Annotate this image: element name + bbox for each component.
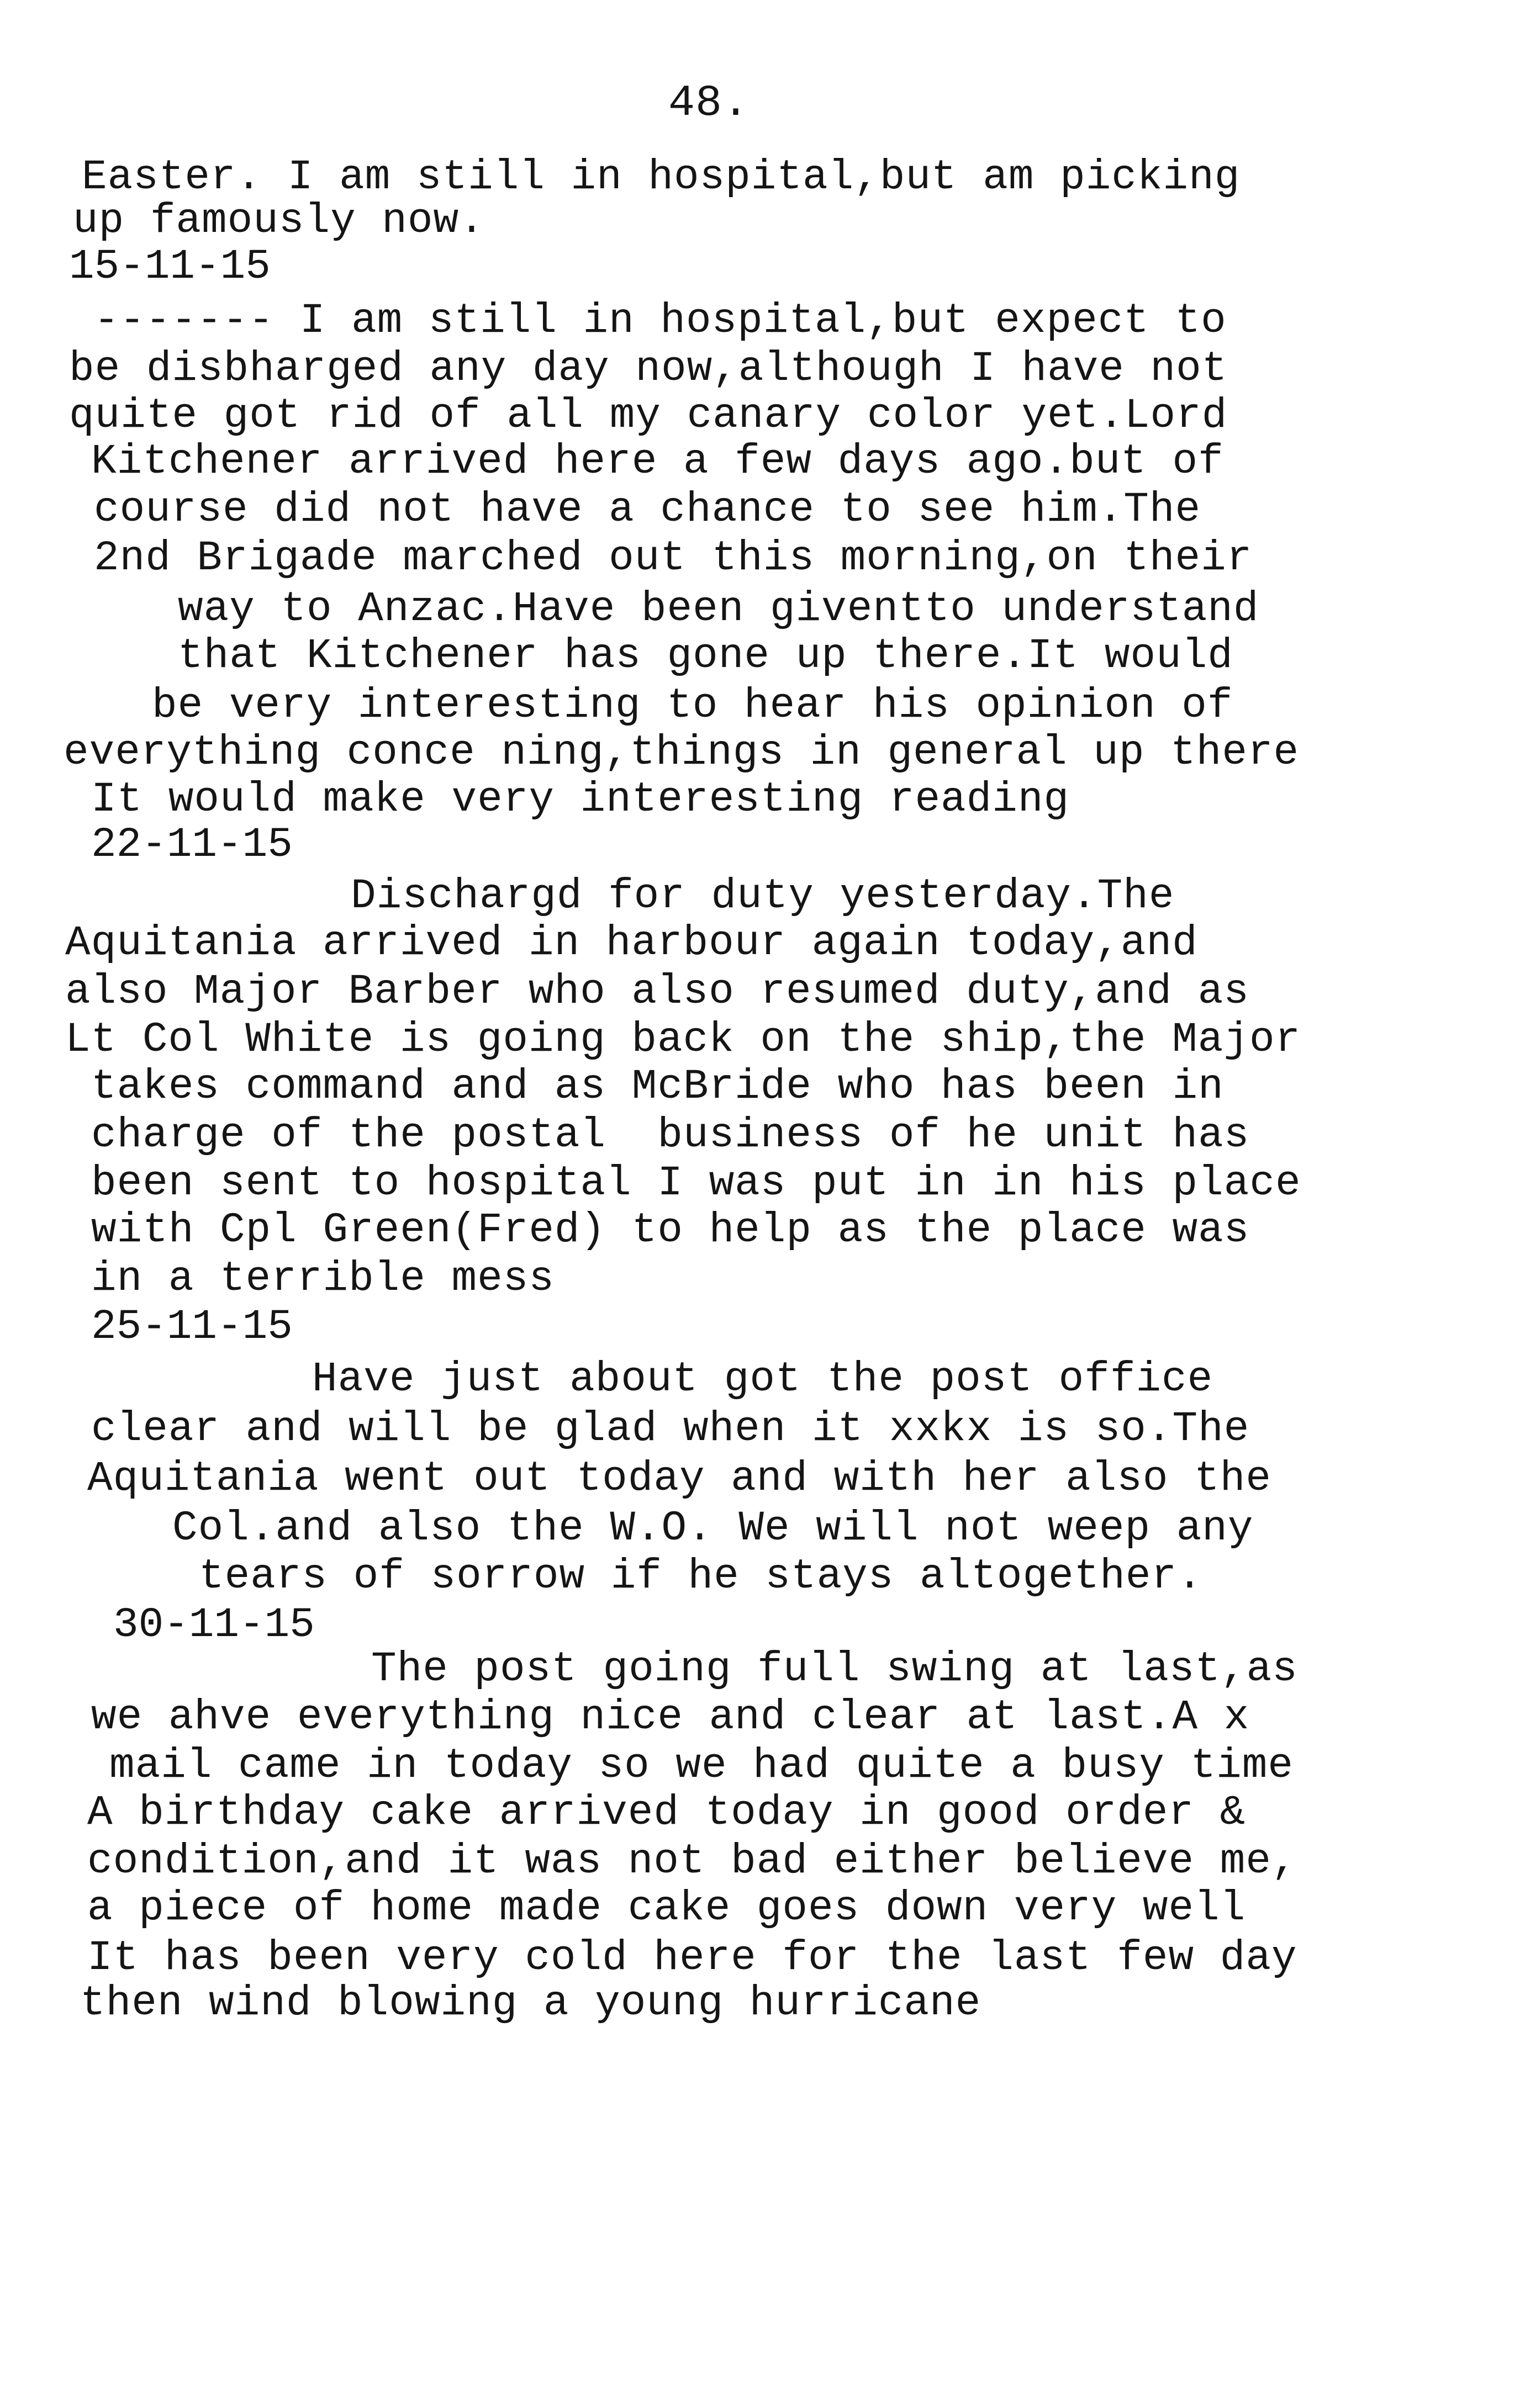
diary-line: It would make very interesting reading <box>91 776 1070 823</box>
diary-line: condition,and it was not bad either believe me, <box>87 1838 1297 1885</box>
diary-line: a piece of home made cake goes down very well <box>87 1885 1246 1932</box>
entry-date: 25-11-15 <box>91 1303 293 1351</box>
diary-line: Kitchener arrived here a few days ago.but of <box>91 438 1224 485</box>
diary-line: takes command and as McBride who has been in <box>91 1063 1224 1110</box>
diary-line: Col.and also the W.O. We will not weep any <box>172 1505 1254 1552</box>
entry-date: 15-11-15 <box>69 243 271 290</box>
diary-line: we ahve everything nice and clear at last.A x <box>91 1693 1250 1741</box>
diary-line: way to Anzac.Have been giventto understand <box>178 585 1259 633</box>
diary-line: that Kitchener has gone up there.It would <box>178 632 1233 680</box>
diary-line: charge of the postal business of he unit has <box>91 1112 1250 1159</box>
entry-date: 22-11-15 <box>91 821 293 869</box>
entry-date: 30-11-15 <box>113 1601 315 1649</box>
diary-line: Lt Col White is going back on the ship,the Major <box>65 1016 1301 1063</box>
diary-line: then wind blowing a young hurricane <box>80 1980 981 2027</box>
diary-line: mail came in today so we had quite a busy time <box>109 1742 1294 1790</box>
diary-line: Easter. I am still in hospital,but am picking <box>82 154 1241 201</box>
diary-line: clear and will be glad when it xxkx is so.The <box>91 1405 1250 1453</box>
diary-line: 2nd Brigade marched out this morning,on their <box>94 534 1253 582</box>
diary-line: been sent to hospital I was put in in his place <box>91 1160 1301 1207</box>
diary-line: Aquitania arrived in harbour again today,and <box>65 919 1198 967</box>
diary-line: everything conce ning,things in general up there <box>64 729 1300 776</box>
diary-line: A birthday cake arrived today in good order & <box>87 1789 1246 1837</box>
diary-line: be very interesting to hear his opinion of <box>152 682 1233 729</box>
diary-line: course did not have a chance to see him.The <box>94 486 1201 533</box>
diary-line: Dischargd for duty yesterday.The <box>351 872 1175 920</box>
diary-line: tears of sorrow if he stays altogether. <box>199 1553 1203 1600</box>
diary-line: be disbharged any day now,although I have not <box>69 345 1228 393</box>
diary-line: in a terrible mess <box>91 1255 555 1303</box>
diary-line: Have just about got the post office <box>312 1356 1213 1403</box>
diary-line: The post going full swing at last,as <box>371 1645 1298 1693</box>
diary-line: with Cpl Green(Fred) to help as the place was <box>91 1206 1250 1254</box>
diary-line: It has been very cold here for the last few day <box>87 1934 1297 1982</box>
diary-line: Aquitania went out today and with her also the <box>87 1455 1271 1502</box>
page-number: 48. <box>668 78 750 129</box>
diary-line: ------- I am still in hospital,but expect to <box>94 297 1227 345</box>
diary-line: also Major Barber who also resumed duty,and as <box>65 968 1249 1015</box>
diary-line: up famously now. <box>73 197 485 245</box>
diary-line: quite got rid of all my canary color yet.Lord <box>69 392 1228 440</box>
